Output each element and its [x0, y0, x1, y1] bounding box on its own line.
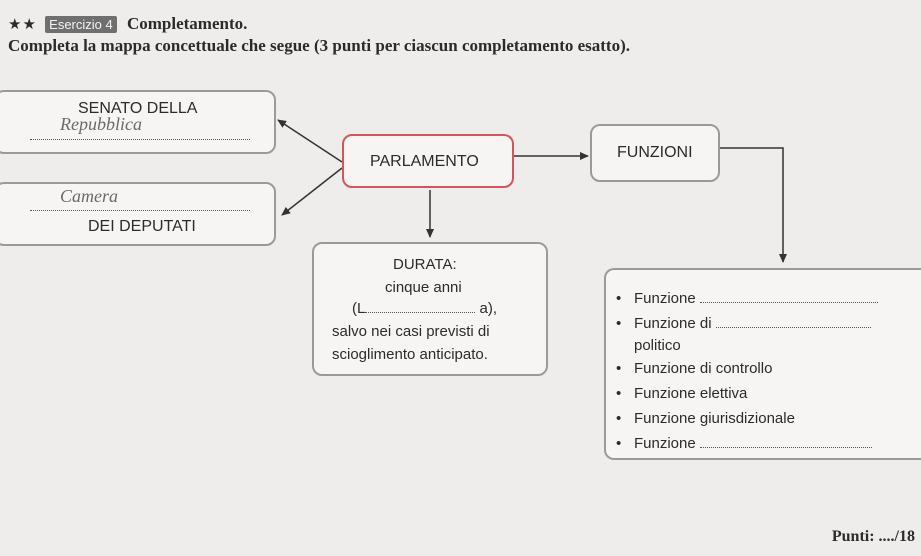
durata-line1: cinque anni — [385, 279, 462, 296]
funzione-blank-2[interactable] — [716, 327, 871, 328]
list-item: • Funzione — [616, 431, 878, 456]
arrow-to-camera — [282, 168, 342, 215]
senato-handwritten: Repubblica — [60, 114, 142, 134]
instruction-text: Completa la mappa concettuale che segue (3 punti per ciascun completamento esatto). — [8, 36, 631, 55]
difficulty-stars: ★★ — [8, 17, 37, 33]
durata-line2-prefix: (L — [352, 300, 366, 317]
funzioni-label: FUNZIONI — [617, 144, 693, 161]
list-item: • Funzione elettiva — [616, 385, 748, 402]
arrow-to-senato — [278, 120, 342, 162]
durata-line2 — [352, 300, 497, 317]
list-item: politico — [634, 337, 681, 354]
durata-line3: salvo nei casi previsti di — [332, 323, 490, 340]
durata-line2-suffix: a), — [479, 300, 498, 317]
funzione-blank-1[interactable] — [700, 302, 878, 303]
durata-title: DURATA: — [393, 256, 457, 273]
camera-handwritten: Camera — [60, 186, 118, 206]
list-item: • Funzione di — [616, 311, 878, 336]
arrow-to-funzioni-list — [720, 148, 783, 262]
list-item: • Funzione giurisdizionale — [616, 410, 795, 427]
durata-line4: scioglimento anticipato. — [332, 346, 488, 363]
durata-blank[interactable] — [365, 312, 475, 313]
funzioni-list — [616, 286, 878, 456]
exercise-badge: Esercizio 4 — [45, 16, 117, 33]
parlamento-label: PARLAMENTO — [370, 153, 479, 170]
list-item: • Funzione di controllo — [616, 360, 773, 377]
camera-label: DEI DEPUTATI — [88, 218, 196, 235]
camera-box — [0, 182, 276, 246]
funzione-blank-3[interactable] — [700, 447, 872, 448]
senato-label: SENATO DELLA — [78, 100, 198, 117]
list-item: • Funzione — [616, 286, 878, 311]
score-label: Punti: ..../18 — [831, 528, 915, 545]
exercise-title: Completamento. — [126, 14, 248, 33]
